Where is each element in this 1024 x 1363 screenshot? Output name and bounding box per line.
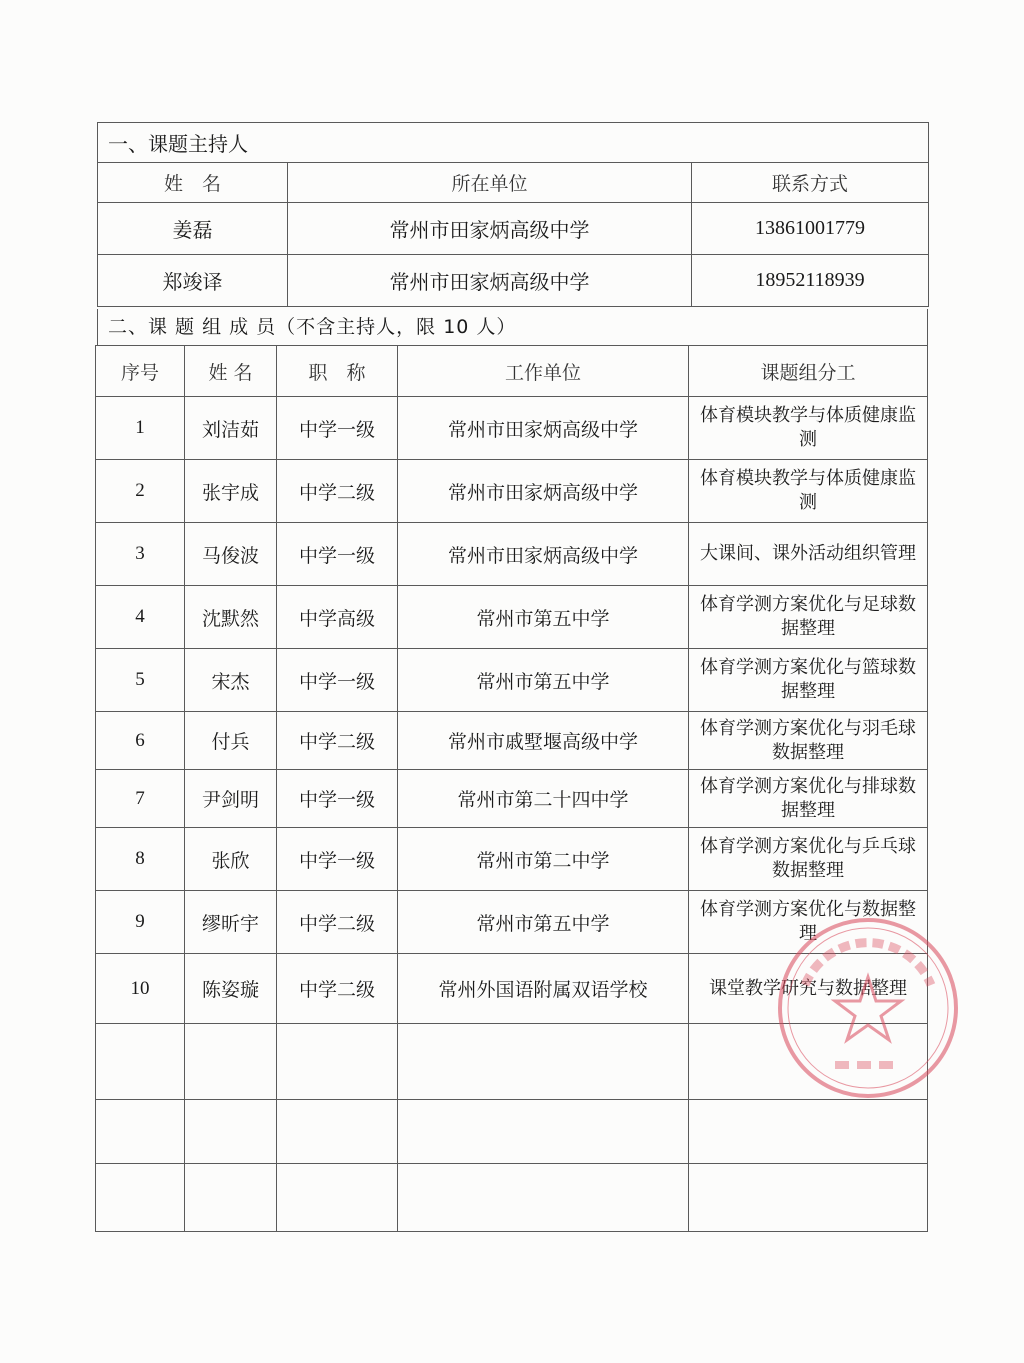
header-title: 职 称 [277, 346, 398, 397]
member-name: 陈姿璇 [185, 954, 277, 1024]
member-no: 2 [96, 460, 185, 523]
member-row [96, 523, 928, 586]
member-no: 7 [96, 770, 185, 828]
members-table [95, 345, 928, 1232]
member-unit: 常州市田家炳高级中学 [398, 460, 689, 523]
host-row [98, 255, 929, 307]
member-row [96, 954, 928, 1024]
member-name: 缪昕宇 [185, 891, 277, 954]
empty-cell [185, 1100, 277, 1164]
empty-cell [689, 1164, 928, 1232]
member-title: 中学一级 [277, 397, 398, 460]
member-name: 付兵 [185, 712, 277, 770]
member-row [96, 712, 928, 770]
members-header-row [96, 346, 928, 397]
member-duty: 体育模块教学与体质健康监测 [689, 460, 928, 523]
member-title: 中学二级 [277, 712, 398, 770]
member-title: 中学二级 [277, 460, 398, 523]
member-unit: 常州市第二十四中学 [398, 770, 689, 828]
member-title: 中学二级 [277, 954, 398, 1024]
member-duty: 体育学测方案优化与篮球数据整理 [689, 649, 928, 712]
member-duty: 体育学测方案优化与足球数据整理 [689, 586, 928, 649]
header-contact: 联系方式 [692, 163, 929, 203]
member-row [96, 828, 928, 891]
host-table [97, 122, 929, 307]
member-no: 8 [96, 828, 185, 891]
member-duty: 体育模块教学与体质健康监测 [689, 397, 928, 460]
member-row [96, 770, 928, 828]
member-no: 3 [96, 523, 185, 586]
member-no: 1 [96, 397, 185, 460]
member-unit: 常州市戚墅堰高级中学 [398, 712, 689, 770]
member-name: 沈默然 [185, 586, 277, 649]
section2-title: 二、课 题 组 成 员（不含主持人，限 10 人） [97, 309, 928, 345]
header-no: 序号 [96, 346, 185, 397]
member-duty: 课堂教学研究与数据整理 [689, 954, 928, 1024]
member-name: 张欣 [185, 828, 277, 891]
member-duty: 体育学测方案优化与数据整理 [689, 891, 928, 954]
header-unit: 工作单位 [398, 346, 689, 397]
member-row [96, 586, 928, 649]
empty-cell [689, 1100, 928, 1164]
member-no: 9 [96, 891, 185, 954]
empty-cell [96, 1024, 185, 1100]
member-name: 刘洁茹 [185, 397, 277, 460]
empty-cell [185, 1164, 277, 1232]
member-unit: 常州市第五中学 [398, 891, 689, 954]
member-name: 尹剑明 [185, 770, 277, 828]
member-unit: 常州市田家炳高级中学 [398, 523, 689, 586]
member-unit: 常州市第五中学 [398, 649, 689, 712]
member-duty: 大课间、课外活动组织管理 [689, 523, 928, 586]
member-no: 5 [96, 649, 185, 712]
host-name: 姜磊 [98, 203, 288, 255]
host-header-row [98, 163, 929, 203]
empty-cell [96, 1164, 185, 1232]
header-name: 姓 名 [98, 163, 288, 203]
member-title: 中学二级 [277, 891, 398, 954]
host-phone: 18952118939 [692, 255, 929, 307]
empty-cell [689, 1024, 928, 1100]
header-name: 姓 名 [185, 346, 277, 397]
host-unit: 常州市田家炳高级中学 [288, 203, 692, 255]
member-name: 张宇成 [185, 460, 277, 523]
host-name: 郑竣译 [98, 255, 288, 307]
empty-cell [398, 1164, 689, 1232]
member-unit: 常州市田家炳高级中学 [398, 397, 689, 460]
header-duty: 课题组分工 [689, 346, 928, 397]
member-title: 中学高级 [277, 586, 398, 649]
member-name: 马俊波 [185, 523, 277, 586]
member-row [96, 460, 928, 523]
empty-cell [277, 1024, 398, 1100]
member-unit: 常州市第五中学 [398, 586, 689, 649]
header-unit: 所在单位 [288, 163, 692, 203]
member-row [96, 649, 928, 712]
member-title: 中学一级 [277, 770, 398, 828]
empty-cell [398, 1100, 689, 1164]
section1-title: 一、课题主持人 [98, 123, 929, 163]
empty-row [96, 1164, 928, 1232]
member-row [96, 891, 928, 954]
member-name: 宋杰 [185, 649, 277, 712]
member-no: 4 [96, 586, 185, 649]
empty-cell [185, 1024, 277, 1100]
member-unit: 常州外国语附属双语学校 [398, 954, 689, 1024]
empty-cell [398, 1024, 689, 1100]
member-no: 10 [96, 954, 185, 1024]
member-duty: 体育学测方案优化与羽毛球数据整理 [689, 712, 928, 770]
member-title: 中学一级 [277, 523, 398, 586]
empty-cell [277, 1164, 398, 1232]
member-title: 中学一级 [277, 649, 398, 712]
empty-row [96, 1100, 928, 1164]
empty-cell [277, 1100, 398, 1164]
member-duty: 体育学测方案优化与排球数据整理 [689, 770, 928, 828]
member-title: 中学一级 [277, 828, 398, 891]
host-phone: 13861001779 [692, 203, 929, 255]
member-duty: 体育学测方案优化与乒乓球数据整理 [689, 828, 928, 891]
host-unit: 常州市田家炳高级中学 [288, 255, 692, 307]
member-row [96, 397, 928, 460]
member-no: 6 [96, 712, 185, 770]
member-unit: 常州市第二中学 [398, 828, 689, 891]
empty-cell [96, 1100, 185, 1164]
host-row [98, 203, 929, 255]
empty-row [96, 1024, 928, 1100]
